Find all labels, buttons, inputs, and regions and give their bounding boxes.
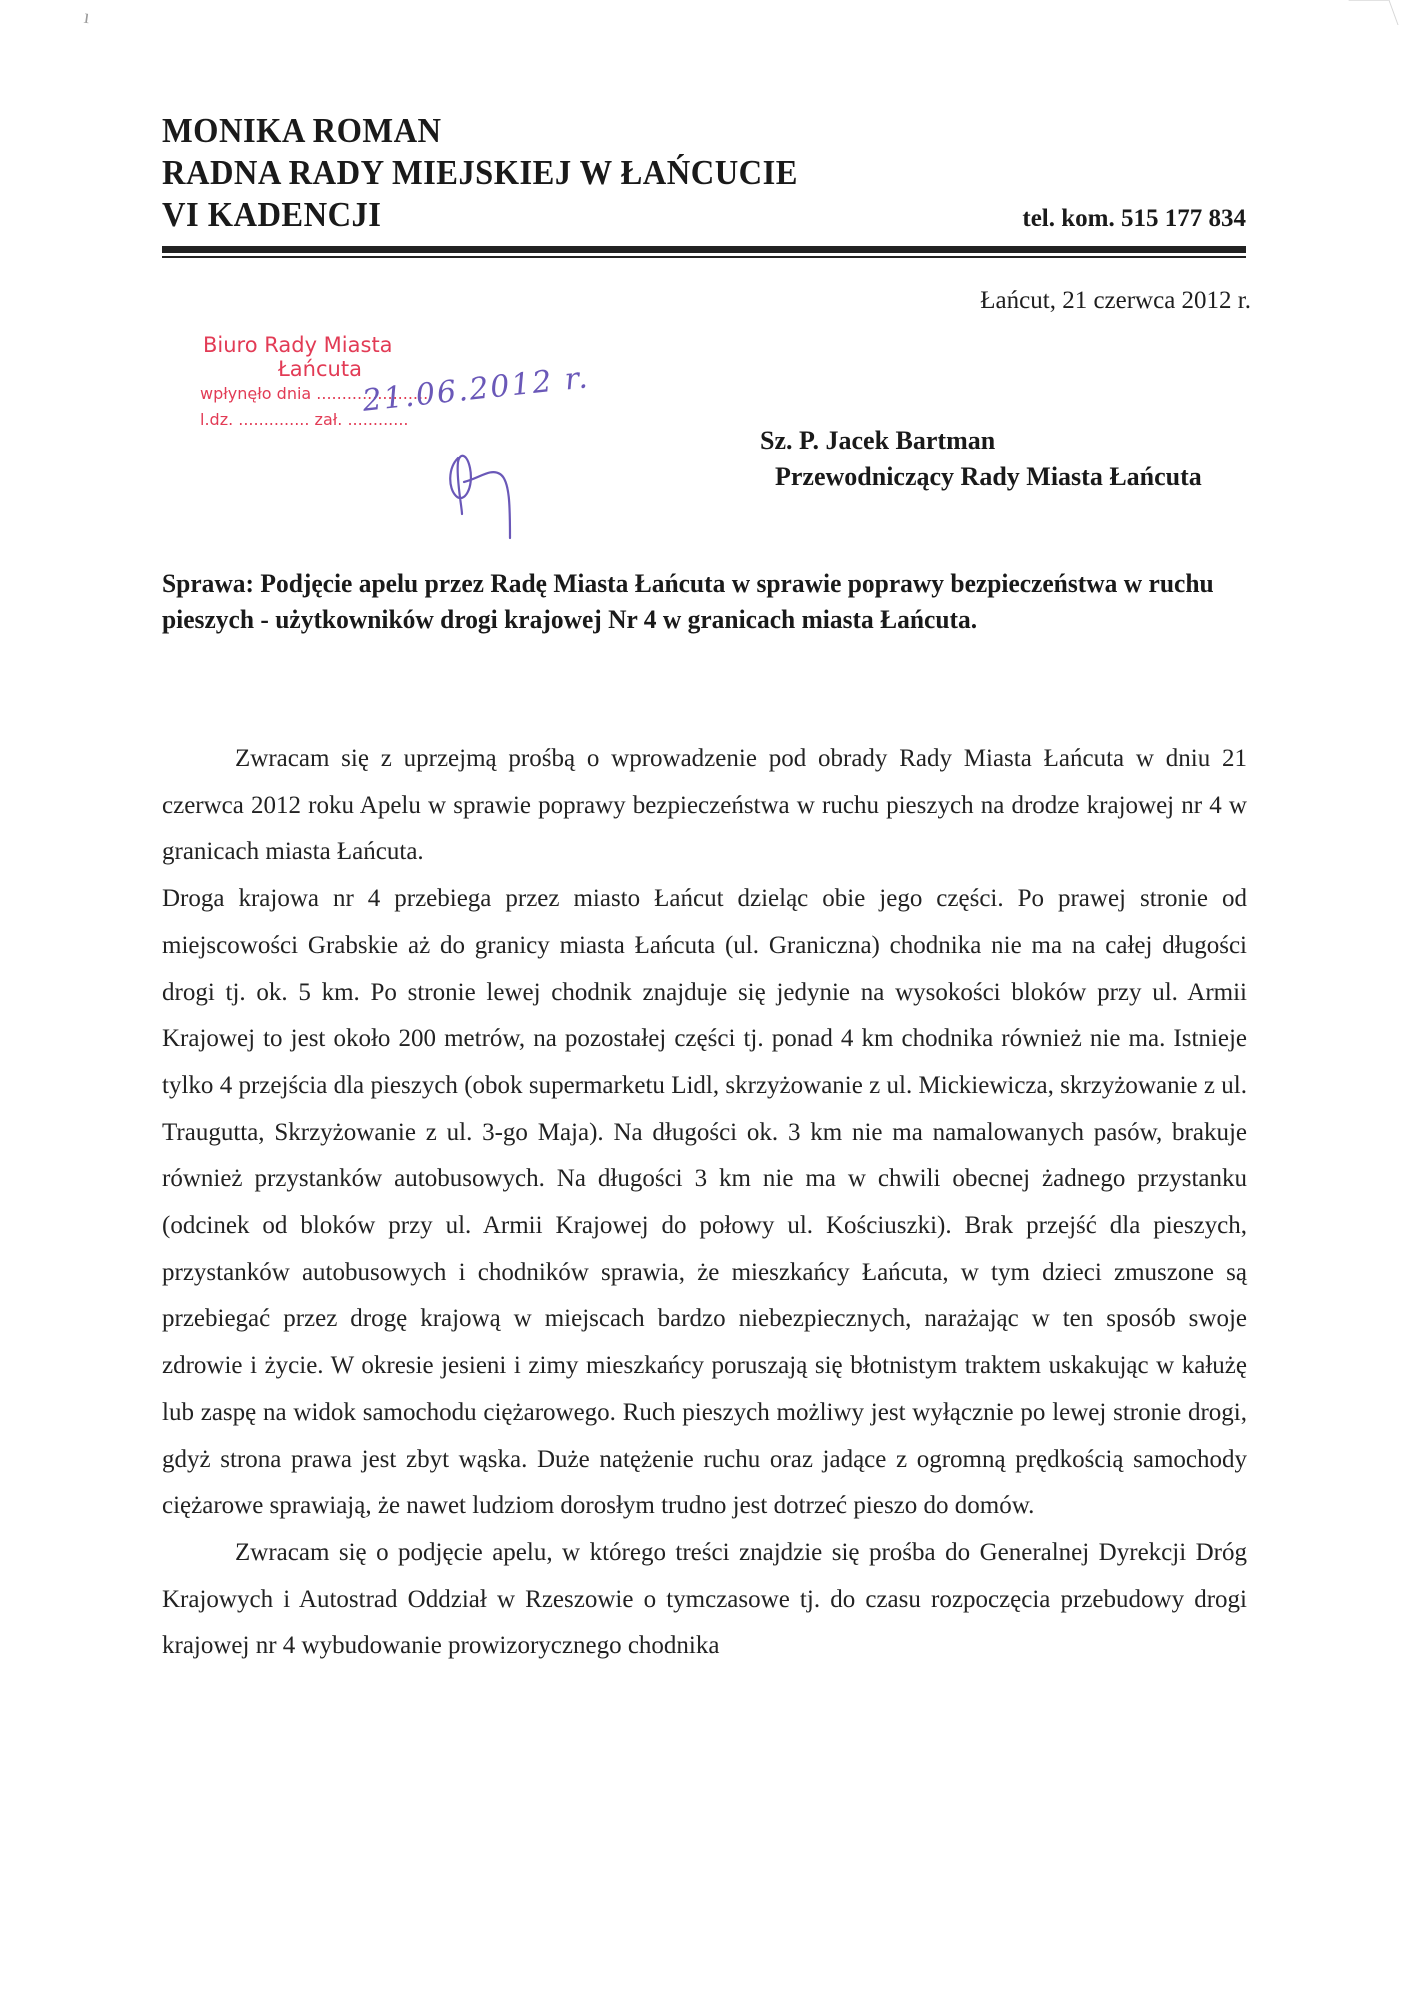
letterhead-rule-thin [162, 256, 1246, 258]
stamp-reference-label: l.dz. .............. zał. ............ [200, 410, 409, 429]
signature-icon [440, 438, 550, 548]
letterhead-row-term [162, 194, 1246, 236]
letterhead [162, 110, 1246, 258]
addressee-title: Przewodniczący Rady Miasta Łańcuta [775, 462, 1202, 491]
stamp-received-label: wpłynęło dnia ...................... [200, 384, 429, 403]
body-paragraph: Zwracam się z uprzejmą prośbą o wprowadzenie pod obrady Rady Miasta Łańcuta w dniu 21 czerwca 2012 roku Apelu w sprawie poprawy bezpieczeństwa w ruchu pieszych na drodze krajowej nr 4 w granicach miasta Łańcuta. [162, 745, 1247, 866]
body-paragraph: Zwracam się o podjęcie apelu, w którego treści znajdzie się prośba do Generalnej Dyrekcji Dróg Krajowych i Autostrad Oddział w Rzeszowie o tymczasowe tj. do czasu rozpoczęcia przebudowy drogi krajowej nr 4 wybudowanie prowizorycznego chodnika [162, 1538, 1247, 1660]
scan-artifact-mark: ı [82, 5, 92, 29]
handwritten-received-date: 21.06.2012 r. [360, 360, 592, 419]
addressee [760, 423, 1202, 495]
letter-body [162, 736, 1247, 1670]
sender-name: MONIKA ROMAN [162, 111, 442, 150]
letter-subject: Sprawa: Podjęcie apelu przez Radę Miasta Łańcuta w sprawie poprawy bezpieczeństwa w ruchu pieszych - użytkowników drogi krajowej Nr 4 w granicach miasta Łańcuta. [162, 569, 1214, 634]
sender-term: VI KADENCJI [162, 195, 382, 234]
stamp-office: Biuro Rady Miasta [203, 333, 393, 357]
stamp-city: Łańcuta [278, 357, 362, 381]
sender-phone: tel. kom. 515 177 834 [1022, 205, 1246, 232]
addressee-name: Sz. P. Jacek Bartman [760, 426, 996, 455]
scan-artifact-corner [1348, 0, 1398, 25]
body-paragraph: Droga krajowa nr 4 przebiega przez miasto Łańcut dzieląc obie jego części. Po prawej stronie od miejscowości Grabskie aż do granicy miasta Łańcuta (ul. Graniczna) chodnika nie ma na całej długości drogi tj. ok. 5 km. Po stronie lewej chodnik znajduje się jedynie na wysokości bloków przy ul. Armii Krajowej to jest około 200 metrów, na pozostałej części tj. ponad 4 km chodnika również nie ma. Istnieje tylko 4 przejścia dla pieszych (obok supermarketu Lidl, skrzyżowanie z ul. Mickiewicza, skrzyżowanie z ul. Traugutta, Skrzyżowanie z ul. 3-go Maja). Na długości ok. 3 km nie ma namalowanych pasów, brakuje również przystanków autobusowych. Na długości 3 km nie ma w chwili obecnej żadnego przystanku (odcinek od bloków przy ul. Armii Krajowej do połowy ul. Kościuszki). Brak przejść dla pieszych, przystanków autobusowych i chodników sprawia, że mieszkańcy Łańcuta, w tym dzieci zmuszone są przebiegać przez drogę krajową w miejscach bardzo niebezpiecznych, narażając w ten sposób swoje zdrowie i życie. W okresie jesieni i zimy mieszkańcy poruszają się błotnistym traktem uskakując w kałużę lub zaspę na widok samochodu ciężarowego. Ruch pieszych możliwy jest wyłącznie po lewej stronie drogi, gdyż strona prawa jest zbyt wąska. Duże natężenie ruchu oraz jadące z ogromną prędkością samochody ciężarowe sprawiają, że nawet ludziom dorosłym trudno jest dotrzeć pieszo do domów. [162, 885, 1247, 1520]
sender-position: RADNA RADY MIEJSKIEJ W ŁAŃCUCIE [162, 153, 798, 192]
place-and-date: Łańcut, 21 czerwca 2012 r. [980, 287, 1251, 314]
letterhead-rule-thick [162, 246, 1246, 253]
